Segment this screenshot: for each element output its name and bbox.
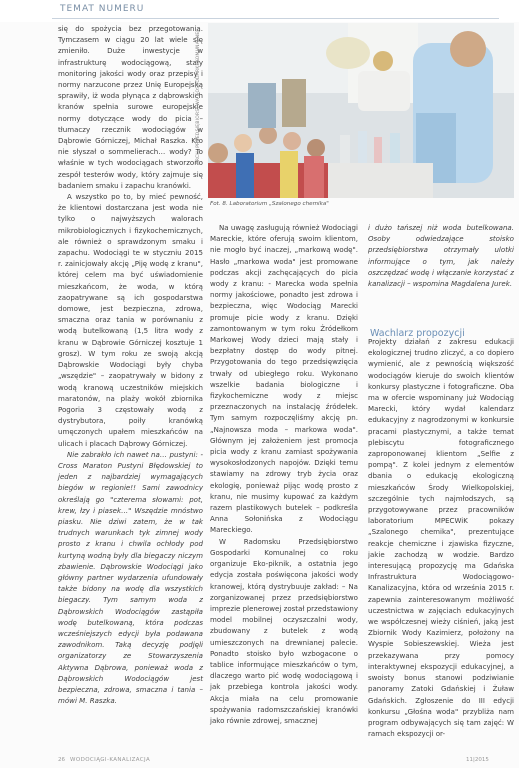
paragraph: i dużo tańszej niż woda butelkowana. Osoby odwiedzające stoisko przedsiębiorstwa otrzymały ulotki informujące o tym, jak należy oszczędzać wodę i włączanie korzystać z kanalizacji – wspomina Magdalena Jurek. [368, 223, 514, 289]
article-column-3 [368, 336, 514, 739]
header-rule [52, 18, 499, 19]
paragraph: W Radomsku Przedsiębiorstwo Gospodarki Komunalnej co roku organizuje Eko-piknik, a ostatnia jego edycja została poświęcona jakości wody kranowej, którą dystrybuuje zakład: – Na zorganizowanej przez przedsiębiorstwo imprezie plenerowej został przedstawiony model mobilnej oczyszczalni wody, zbudowany z butelek z wodą umieszczonych na drewnianej palecie. Ponadto stoisko było wzbogacone o tablice informujące mieszkańców o tym, dlaczego warto pić wodę wodociągową i jak przebiega kontrola jakości wody. Akcja miała na celu promowanie spożywania radomszczańskiej kranówki jako równie zdrowej, smacznej [210, 536, 358, 725]
section-heading: Wachlarz propozycji [370, 328, 465, 339]
paragraph: A wszystko po to, by mieć pewność, że klientowi dostarczana jest woda nie tylko o najwyższych walorach mikrobiologicznych i fizykochemicznych, ale również o sprawdzonym smaku i zapachu. Wodociągi te w styczniu 2015 r. zainicjowały akcję „Piję wodę z kranu", której celem ma być uświadomienie mieszkańcom, że woda, w którą zaopatrywane są ich gospodarstwa domowe, jest bezpieczna, zdrowa, smaczna oraz tania w porównaniu z wodą butelkowaną (1,5 litra wody z kranu w Dąbrowie Górniczej kosztuje 1 grosz). W tym roku ze swoją akcją Dąbrowskie Wodociągi były chyba „wszędzie" – zaopatrywały w bidony z wodą kranową uczestników miejskich maratonów, na plaży wokół zbiornika Pogoria 3 częstowały wodą z dystrybutora, poiły kranówką umęczonych upałem mieszkańców na ulicach i placach Dąbrowy Górniczej. [58, 192, 203, 448]
magazine-name: WODOCIĄGI-KANALIZACJA [70, 757, 151, 763]
page-header [0, 0, 519, 22]
paragraph: się do spożycia bez przegotowania. Tymczasem w ciągu 20 lat wiele się zmieniło. Duże inwestycje w infrastrukturę wodociągową, stały monitoring jakości wody oraz przepisy i normy narzucone przez Unię Europejską sprawiły, iż woda płynąca z dąbrowskich kranów spełnia surowe europejskie normy dotyczące wody do picia – tłumaczy rzecznik wodociągów w Dąbrowie Górniczej, Michał Raszka. Kto nie słyszał o sommelierach… wody? To właśnie w tych wodociągach stworzono zespół testerów wody, który zajmuje się badaniem smaku i zapachu kranówki. [58, 24, 203, 190]
photo-caption: Fot. 8. Laboratorium „Szalonego chemika" [210, 201, 329, 207]
photo-credit: ARCH. PRZEDSIĘBIORSTWA GOSPODARKI KOMUNALNEJ [196, 30, 201, 165]
paragraph: Na uwagę zasługują również Wodociągi Mareckie, które oferują swoim klientom, nie mogło być inaczej, „markową wodę". Hasło „markowa woda" jest promowane podczas akcji zachęcających do picia wody z kranu: - Marecka woda spełnia normy jakościowe, ponadto jest zdrowa i bezpieczna, więc Wodociąg Marecki promuje picie wody z kranu. Dzięki zamontowanym w tym roku Źródełkom Markowej Wody dzieci mają stały i bezpłatny dostęp do wody pitnej. Przygotowania do tego przedsięwzięcia trwały od ubiegłego roku. Wykonano wszelkie badania biologiczne i fizykochemiczne wody z miejsc przeznaczonych na instalację źródełek. Tym samym rozpoczęliśmy akcję pn. „Najnowsza moda – markowa woda". Głównym jej założeniem jest promocja picia wody z kranu zamiast spożywania wysokosłodzonych napojów. Dzięki temu stawiamy na zdrowy tryb życia oraz ekologię, ponieważ pijąc wodę prosto z kranu, nie musimy kupować za każdym razem plastikowych butelek – podkreśla Anna Sołonińska z Wodociągu Mareckiego. [210, 223, 358, 535]
paragraph: Nie zabrakło ich nawet na… pustyni: - Cross Maraton Pustyni Błędowskiej to jeden z najbardziej wymagających biegów w regionie!! Sami zawodnicy określają go "czterema słowami: pot, krew, łzy i piasek…" Wszędzie mnóstwo piasku. Nie dziwi zatem, że w tak trudnych warunkach tyk zimnej wody prosto z kranu i chwila ochłody pod kurtyną wodną były dla biegaczy niczym zbawienie. Dąbrowskie Wodociągi jako główny partner wydarzenia ufundowały także bidony na wodę dla wszystkich biegaczy. Tym samym woda z Dąbrowskich Wodociągów zastąpiła wodę butelkowaną, która podczas wcześniejszych edycji była podawana zawodnikom. Taką decyzję podjęli organizatorzy ze Stowarzyszenia Aktywna Dąbrowa, ponieważ woda z Dąbrowskich Wodociągów jest bezpieczna, zdrowa, smaczna i tania – mówi M. Raszka. [58, 449, 203, 706]
article-column-1 [58, 23, 203, 706]
issue-number: 11|2015 [466, 757, 489, 763]
section-label: TEMAT NUMERU [60, 4, 145, 14]
page-number: 26 [58, 757, 65, 763]
article-photo [208, 23, 514, 198]
paragraph: Projekty działań z zakresu edukacji ekologicznej trudno zliczyć, a co dopiero wymienić, ale z pewnością większość wodociągów kieruje do swoich klientów konkursy plastyczne i fotograficzne. Oba ma w ofercie wspominany już Wodociąg Marecki, który wydał kalendarz edukacyjny z nagrodzonymi w konkursie pracami plastycznymi, a także temat plebiscytu fotograficznego zaproponowanej klientom „Selfie z pompą". Z kolei jednym z elementów dbania o edukację ekologiczną mieszkańców Środy Wielkopolskiej, szczególnie tych najmłodszych, są przygotowywane przez pracowników laboratorium MPECWiK pokazy „Szalonego chemika", prezentujące reakcje chemiczne i zjawiska fizyczne, jakie zachodzą w wodzie. Bardzo interesującą propozycję ma Gdańska Infrastruktura Wodociągowo-Kanalizacyjna, która od września 2015 r. zapewnia zainteresowanym możliwość uczestnictwa w zajęciach edukacyjnych we współczesnej wieży ciśnień, jaką jest Zbiornik Wody Kazimierz, położony na Wyspie Sobieszewskiej. Wieża jest przekazywana przy pomocy interaktywnej ekspozycji edukacyjnej, a swoisty bonus stanowi podziwianie panoramy Zatoki Gdańskiej i Żuław Gdańskich. Zgłoszenie do III edycji konkursu „Głośna woda" przybliża nam program odbywających się tam zajęć: W ramach ekspozycji or- [368, 337, 514, 739]
page-footer [0, 756, 519, 768]
article-column-2 [210, 222, 358, 726]
article-column-3-top [368, 222, 514, 289]
laboratory-photo-illustration [208, 23, 514, 198]
